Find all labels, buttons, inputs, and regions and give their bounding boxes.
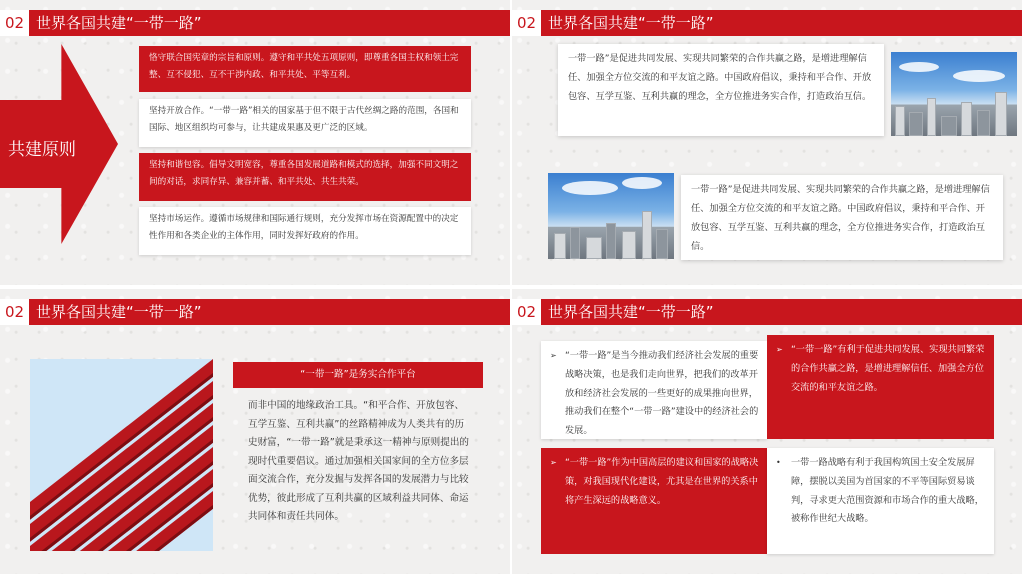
strategy-point bbox=[541, 341, 767, 439]
slide-header bbox=[0, 299, 510, 325]
principle-item: 坚持市场运作。遵循市场规律和国际通行规则，充分发挥市场在资源配置中的决定性作用和各类企业的主体作用，同时发挥好政府的作用。 bbox=[139, 207, 471, 255]
slide-platform bbox=[0, 289, 510, 574]
text-card: 一带一路”是促进共同发展、实现共同繁荣的合作共赢之路，是增进理解信任、加强全方位交流的和平友谊之路。中国政府倡议，秉持和平合作、开放包容、互学互鉴、互利共赢的理念，全方位推进务实合作，打造政治互信。 bbox=[681, 175, 1003, 260]
text-card: 一带一路”是促进共同发展、实现共同繁荣的合作共赢之路，是增进理解信任、加强全方位交流的和平友谊之路。中国政府倡议，秉持和平合作、开放包容、互学互鉴、互利共赢的理念，全方位推进务实合作，打造政治互信。 bbox=[558, 44, 884, 136]
principle-item: 恪守联合国宪章的宗旨和原则。遵守和平共处五项原则，即尊重各国主权和领土完整、互不侵犯、互不干涉内政、和平共处、平等互利。 bbox=[139, 46, 471, 92]
platform-body: 而非中国的地缘政治工具。“和平合作、开放包容、互学互鉴、互利共赢”的丝路精神成为人类共有的历史财富，“一带一路”就是秉承这一精神与原则提出的现时代重要倡议。通过加强相关国家间的全方位多层面交流合作，充分发掘与发挥各国的发展潜力与比较优势，彼此形成了互利共赢的区域利益共同体、命运共同体和责任共同体。 bbox=[248, 400, 470, 522]
arrow-label: 共建原则 bbox=[8, 140, 76, 160]
arrow-bullet-icon: ➢ bbox=[550, 351, 557, 360]
principle-item: 坚持开放合作。“一带一路”相关的国家基于但不限于古代丝绸之路的范围，各国和国际、地区组织均可参与，让共建成果惠及更广泛的区域。 bbox=[139, 99, 471, 147]
slide-title: 世界各国共建“一带一路” bbox=[36, 303, 202, 321]
slide-strategy bbox=[512, 289, 1022, 574]
section-number: 02 bbox=[0, 299, 29, 325]
strategy-text: 一带一路战略有利于我国构筑国土安全发展屏障，摆脱以美国为首国家的不平等国际贸易谈判，寻求更大范围资源和市场合作的重大战略，被称作世纪大战略。 bbox=[791, 457, 984, 525]
slide-principles bbox=[0, 0, 510, 285]
slide-header bbox=[512, 10, 1022, 36]
strategy-point bbox=[541, 448, 767, 554]
dot-bullet-icon: • bbox=[776, 458, 781, 467]
slide-cooperation bbox=[512, 0, 1022, 285]
arrow-bullet-icon: ➢ bbox=[776, 345, 783, 354]
section-number: 02 bbox=[512, 299, 541, 325]
strategy-text: “一带一路”是当今推动我们经济社会发展的重要战略决策，也是我们走向世界，把我们的改革开放和经济社会发展的一些更好的成果推向世界，推动我们在整个“一带一路”建设中的经济社会的发展。 bbox=[565, 350, 759, 437]
slide-title: 世界各国共建“一带一路” bbox=[548, 303, 714, 321]
slide-title: 世界各国共建“一带一路” bbox=[36, 14, 202, 32]
strategy-text: “一带一路”有利于促进共同发展、实现共同繁荣的合作共赢之路，是增进理解信任、加强全方位交流的和平友谊之路。 bbox=[791, 344, 985, 393]
city-skyline-photo bbox=[891, 52, 1017, 136]
strategy-text: “一带一路”作为中国高层的建议和国家的战略决策，对我国现代化建设，尤其是在世界的关系中将产生深远的战略意义。 bbox=[565, 457, 759, 506]
slide-header bbox=[0, 10, 510, 36]
strategy-point bbox=[767, 448, 994, 554]
platform-banner: “一带一路”是务实合作平台 bbox=[233, 362, 483, 388]
city-skyline-photo bbox=[548, 173, 674, 259]
section-number: 02 bbox=[512, 10, 541, 36]
principle-item: 坚持和谐包容。倡导文明宽容，尊重各国发展道路和模式的选择，加强不同文明之间的对话，求同存异、兼容并蓄、和平共处、共生共荣。 bbox=[139, 153, 471, 201]
slide-header bbox=[512, 299, 1022, 325]
section-number: 02 bbox=[0, 10, 29, 36]
china-pavilion-photo bbox=[30, 359, 213, 551]
arrow-bullet-icon: ➢ bbox=[550, 458, 557, 467]
slide-title: 世界各国共建“一带一路” bbox=[548, 14, 714, 32]
strategy-point bbox=[767, 335, 994, 439]
